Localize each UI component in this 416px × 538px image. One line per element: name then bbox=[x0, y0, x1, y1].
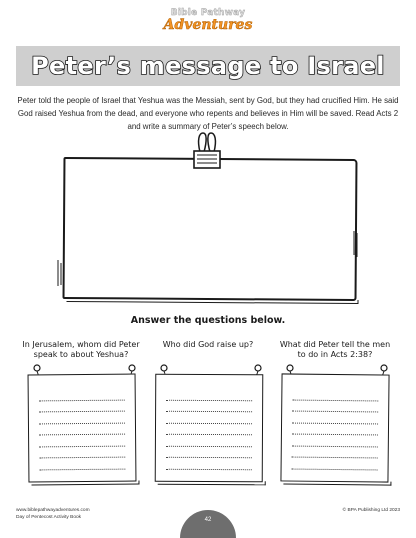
writing-lines bbox=[39, 389, 126, 470]
answer-card-2[interactable] bbox=[155, 374, 264, 483]
page-title: Peter’s message to Israel bbox=[31, 52, 385, 80]
answer-card-3[interactable] bbox=[280, 373, 389, 482]
title-banner bbox=[16, 46, 400, 86]
page-number: 42 bbox=[204, 517, 212, 523]
writing-lines bbox=[292, 389, 379, 470]
left-stroke-marks-icon bbox=[56, 258, 64, 288]
question-2: Who did God raise up? bbox=[162, 340, 254, 349]
footer-website: www.biblepathwayadventures.com bbox=[16, 508, 90, 513]
question-3: What did Peter tell the men to do in Acts 2:38? bbox=[279, 340, 391, 359]
binder-clip-icon bbox=[190, 130, 224, 170]
brand-logo-bottom: Adventures bbox=[163, 17, 253, 33]
right-stroke-marks-icon bbox=[352, 229, 360, 259]
answer-card-1[interactable] bbox=[28, 374, 137, 483]
instructions-text: Peter told the people of Israel that Yeshua was the Messiah, sent by God, but they had crucified Him. He said God raised Yeshua from the dead, and everyone who repents and believes in Him will be saved. Read Acts 2 and write a summary of Peter’s speech below. bbox=[17, 96, 399, 131]
brand-logo bbox=[0, 8, 416, 33]
summary-writing-area[interactable] bbox=[63, 157, 358, 301]
brand-logo-top: Bible Pathway bbox=[170, 8, 246, 18]
footer-book-title: Day of Pentecost Activity Book bbox=[16, 514, 82, 520]
writing-lines bbox=[166, 389, 252, 470]
footer-left bbox=[16, 508, 90, 521]
answer-questions-heading: Answer the questions below. bbox=[130, 315, 286, 326]
page-number-tab bbox=[180, 510, 236, 538]
footer-copyright: © BPA Publishing Ltd 2023 bbox=[342, 508, 400, 513]
question-1: In Jerusalem, whom did Peter speak to about Yeshua? bbox=[22, 340, 140, 359]
